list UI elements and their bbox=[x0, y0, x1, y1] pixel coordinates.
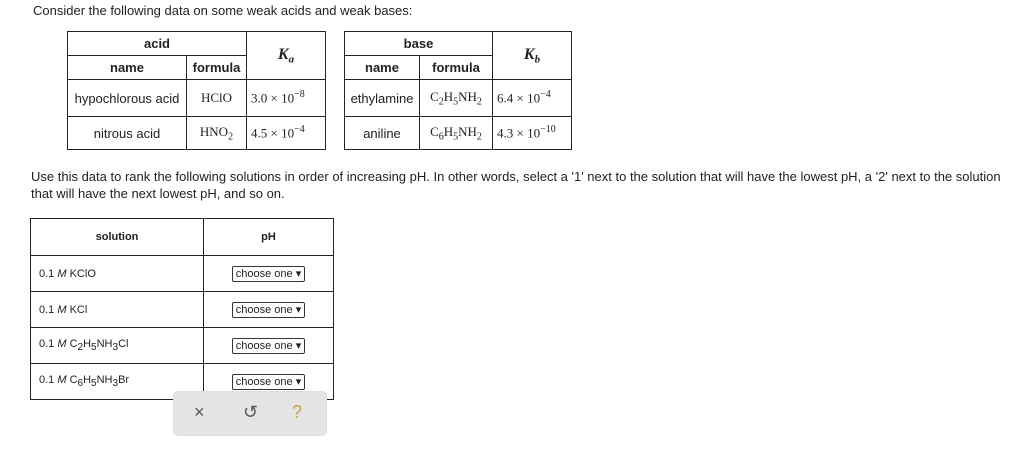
acid-formula-cell: HClO bbox=[187, 80, 247, 117]
chevron-down-icon: ▾ bbox=[295, 267, 302, 280]
base-table bbox=[344, 31, 572, 150]
kb-value-cell: $6.4 \times 10^{-4}$ bbox=[493, 80, 572, 117]
ph-cell bbox=[204, 328, 334, 364]
ph-cell bbox=[204, 256, 334, 292]
ka-value-cell: $3.0 \times 10^{-8}$ bbox=[247, 80, 326, 117]
chevron-down-icon: ▾ bbox=[295, 303, 302, 316]
solution-cell: 0.1 M KClO bbox=[31, 256, 204, 292]
kb-value-cell: $4.3 \times 10^{-10}$ bbox=[493, 117, 572, 150]
acid-name-cell: hypochlorous acid bbox=[68, 80, 187, 117]
solution-table bbox=[30, 218, 334, 400]
base-group-header: base bbox=[345, 32, 493, 56]
ph-header: pH bbox=[204, 219, 334, 256]
undo-icon[interactable]: ↺ bbox=[243, 402, 259, 422]
base-name-cell: aniline bbox=[345, 117, 420, 150]
ka-value-cell: $4.5 \times 10^{-4}$ bbox=[247, 117, 326, 150]
help-icon[interactable]: ? bbox=[292, 402, 303, 422]
chevron-down-icon: ▾ bbox=[295, 339, 302, 352]
acid-name-cell: nitrous acid bbox=[68, 117, 187, 150]
acid-formula-cell: $HNO_2$ bbox=[187, 117, 247, 150]
answer-toolbar bbox=[174, 392, 326, 435]
kb-header: $K_b$ bbox=[493, 32, 572, 80]
solution-cell: 0.1 M KCl bbox=[31, 292, 204, 328]
ph-select[interactable]: choose one ▾ bbox=[232, 374, 305, 390]
acid-name-header: name bbox=[68, 56, 187, 80]
acid-table bbox=[67, 31, 326, 150]
intro-text: Consider the following data on some weak acids and weak bases: bbox=[33, 3, 413, 18]
base-formula-header: formula bbox=[420, 56, 493, 80]
base-formula-cell: $C_2H_5NH_2$ bbox=[420, 80, 493, 117]
acid-formula-header: formula bbox=[187, 56, 247, 80]
ph-select[interactable]: choose one ▾ bbox=[232, 302, 305, 318]
ph-select[interactable]: choose one ▾ bbox=[232, 338, 305, 354]
ph-cell bbox=[204, 292, 334, 328]
solution-cell: 0.1 M $C_6H_5NH_3Br$ bbox=[31, 364, 204, 400]
ka-header: $K_a$ bbox=[247, 32, 326, 80]
solution-header: solution bbox=[31, 219, 204, 256]
base-formula-cell: $C_6H_5NH_2$ bbox=[420, 117, 493, 150]
solution-cell: 0.1 M $C_2H_5NH_3Cl$ bbox=[31, 328, 204, 364]
base-name-cell: ethylamine bbox=[345, 80, 420, 117]
ph-select[interactable]: choose one ▾ bbox=[232, 266, 305, 282]
chevron-down-icon: ▾ bbox=[295, 375, 302, 388]
close-icon[interactable]: × bbox=[194, 402, 205, 422]
instructions-text: Use this data to rank the following solutions in order of increasing pH. In other words, select a '1' next to the solution that will have the lowest pH, a '2' next to the solution that will have the next lowest pH, and so on. bbox=[31, 169, 1001, 201]
base-name-header: name bbox=[345, 56, 420, 80]
acid-group-header: acid bbox=[68, 32, 247, 56]
